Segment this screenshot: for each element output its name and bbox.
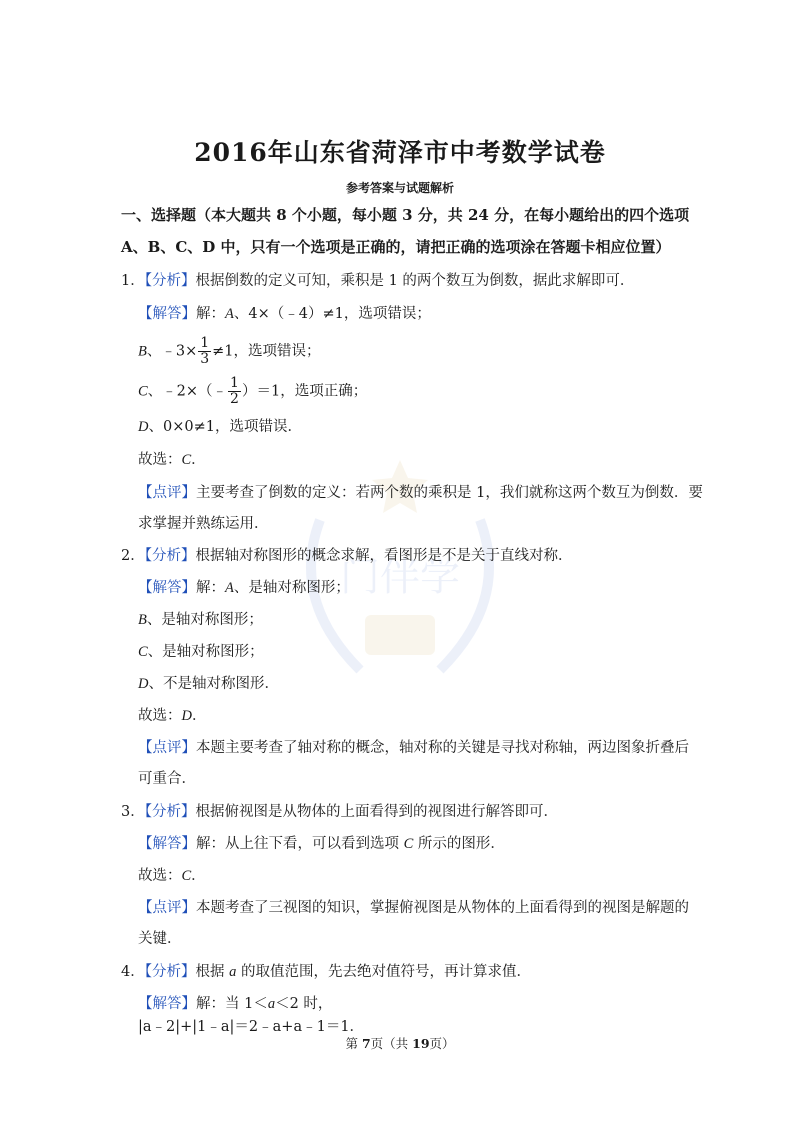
- q4-answer-line: 【解答】解：当 1＜a＜2 时，: [138, 996, 333, 1012]
- q2-option-b: B、是轴对称图形；: [138, 612, 263, 628]
- q2-option-c: C、是轴对称图形；: [138, 644, 264, 660]
- laurel-watermark-icon: [280, 440, 520, 700]
- q2-option-d: D、不是轴对称图形．: [138, 676, 279, 692]
- q1-analysis-line: [121, 271, 634, 291]
- q2-comment: 【点评】本题主要考查了轴对称的概念，轴对称的关键是寻找对称轴，两边图象折叠后: [138, 740, 689, 756]
- q4-equation: |a﹣2|+|1﹣a|＝2﹣a+a﹣1＝1．: [138, 1019, 365, 1035]
- q3-comment-cont: 关键．: [138, 931, 182, 947]
- total-pages: 19: [412, 1036, 430, 1051]
- fraction: $\frac{1}{2}$: [230, 375, 239, 407]
- q1-analysis: 根据倒数的定义可知，乘积是 1 的两个数互为倒数，据此求解即可．: [195, 273, 635, 289]
- q3-comment: 【点评】本题考查了三视图的知识，掌握俯视图是从物体的上面看得到的视图是解题的: [138, 900, 689, 916]
- q1-number: 1．: [121, 273, 145, 289]
- current-page: 7: [361, 1036, 371, 1051]
- q1-option-c: C、﹣2×（﹣ $\frac{1}{2}$ ）＝1，选项正确；: [138, 375, 368, 407]
- q2-answer-line: 【解答】解：A、是轴对称图形；: [138, 580, 350, 596]
- q2-choice: 故选：D．: [138, 708, 207, 724]
- q3-choice: 故选：C．: [138, 868, 206, 884]
- q2-analysis-line: 2．【分析】根据轴对称图形的概念求解，看图形是不是关于直线对称．: [121, 548, 573, 564]
- q3-analysis-line: 3．【分析】根据俯视图是从物体的上面看得到的视图进行解答即可．: [121, 804, 558, 820]
- q1-comment-cont: 求掌握并熟练运用．: [138, 516, 269, 532]
- q1-answer-line: 【解答】解：A、4×（﹣4）≠1，选项错误；: [138, 306, 431, 322]
- q1-comment: 【点评】主要考查了倒数的定义：若两个数的乘积是 1，我们就称这两个数互为倒数．要: [138, 485, 703, 501]
- section-heading: 一、选择题（本大题共 8 个小题，每小题 3 分，共 24 分，在每小题给出的四个选项 A、B、C、D 中，只有一个选项是正确的，请把正确的选项涂在答题卡相应位置）: [121, 206, 690, 256]
- analysis-tag: 【分析】: [144, 273, 196, 289]
- q1-option-b: B、﹣3× $\frac{1}{3}$ ≠1，选项错误；: [138, 335, 321, 367]
- page-subtitle: 参考答案与试题解析: [345, 181, 454, 195]
- page-footer: 第 7页（共 19页）: [345, 1036, 455, 1051]
- comment-tag: 【点评】: [138, 485, 196, 501]
- watermark-text: 门伴学: [340, 554, 460, 600]
- q3-answer-line: 【解答】解：从上往下看，可以看到选项 C 所示的图形．: [138, 836, 505, 852]
- q1-choice: 故选：C．: [138, 452, 206, 468]
- q4-analysis-line: 4．【分析】根据 a 的取值范围，先去绝对值符号，再计算求值．: [121, 964, 531, 980]
- q1-option-d: D、0×0≠1，选项错误．: [138, 419, 302, 435]
- answer-tag: 【解答】: [138, 306, 196, 322]
- page-title: 2016年山东省菏泽市中考数学试卷: [194, 138, 606, 167]
- fraction: $\frac{1}{3}$: [200, 335, 210, 367]
- q2-comment-cont: 可重合．: [138, 771, 196, 787]
